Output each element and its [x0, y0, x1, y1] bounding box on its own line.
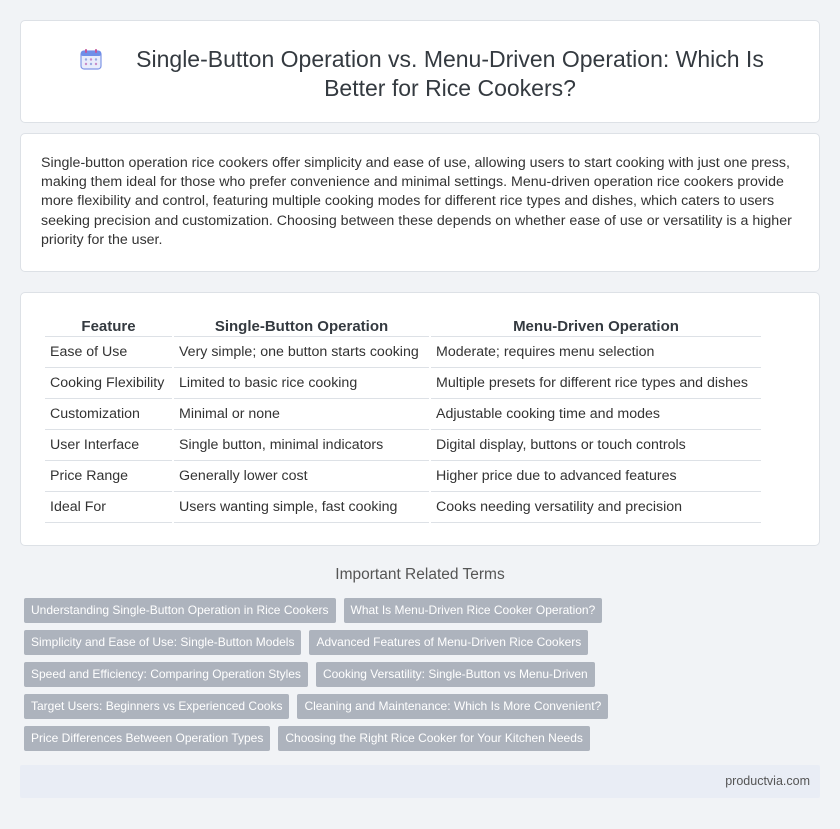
tag-row	[24, 662, 824, 687]
tag-row	[24, 630, 824, 655]
related-term-link[interactable]: Simplicity and Ease of Use: Single-Button Models	[24, 630, 301, 655]
table-row	[45, 492, 761, 523]
column-header-feature: Feature	[45, 315, 172, 337]
related-term-link[interactable]: Target Users: Beginners vs Experienced Cooks	[24, 694, 289, 719]
page-title: Single-Button Operation vs. Menu-Driven Operation: Which Is Better for Rice Cookers?	[136, 46, 764, 101]
related-terms-heading: Important Related Terms	[335, 566, 505, 583]
table-cell: User Interface	[45, 430, 172, 461]
intro-card	[20, 133, 820, 272]
column-header-single-button: Single-Button Operation	[174, 315, 429, 337]
comparison-table-card	[20, 292, 820, 546]
table-header-row	[45, 315, 761, 337]
title-card	[20, 20, 820, 123]
related-term-link[interactable]: Cleaning and Maintenance: Which Is More Convenient?	[297, 694, 608, 719]
table-cell: Ideal For	[45, 492, 172, 523]
table-row	[45, 399, 761, 430]
site-name: productvia.com	[725, 774, 810, 788]
table-row	[45, 430, 761, 461]
related-term-link[interactable]: Speed and Efficiency: Comparing Operation Styles	[24, 662, 308, 687]
table-cell: Generally lower cost	[174, 461, 429, 492]
column-header-menu-driven: Menu-Driven Operation	[431, 315, 761, 337]
table-cell: Cooking Flexibility	[45, 368, 172, 399]
table-cell: Very simple; one button starts cooking	[174, 337, 429, 368]
related-term-link[interactable]: Price Differences Between Operation Types	[24, 726, 270, 751]
tag-row	[24, 694, 824, 719]
table-cell: Customization	[45, 399, 172, 430]
table-cell: Price Range	[45, 461, 172, 492]
related-term-link[interactable]: What Is Menu-Driven Rice Cooker Operation?	[344, 598, 603, 623]
related-term-link[interactable]: Choosing the Right Rice Cooker for Your Kitchen Needs	[278, 726, 590, 751]
table-cell: Cooks needing versatility and precision	[431, 492, 761, 523]
table-cell: Minimal or none	[174, 399, 429, 430]
related-term-link[interactable]: Cooking Versatility: Single-Button vs Menu-Driven	[316, 662, 595, 687]
table-row	[45, 368, 761, 399]
intro-paragraph: Single-button operation rice cookers offer simplicity and ease of use, allowing users to start cooking with just one press, making them ideal for those who prefer convenience and minimal settings. Menu-driven operation rice cookers provide more flexibility and control, featuring multiple cooking modes for different rice types and dishes, which caters to users seeking precision and customization. Choosing between these depends on whether ease of use or versatility is a higher priority for the user.	[41, 155, 792, 248]
tag-row	[24, 726, 824, 751]
footer	[20, 765, 820, 798]
related-term-link[interactable]: Understanding Single-Button Operation in Rice Cookers	[24, 598, 336, 623]
table-cell: Adjustable cooking time and modes	[431, 399, 761, 430]
tag-row	[24, 598, 824, 623]
table-cell: Multiple presets for different rice types and dishes	[431, 368, 761, 399]
table-row	[45, 461, 761, 492]
table-row	[45, 337, 761, 368]
table-cell: Moderate; requires menu selection	[431, 337, 761, 368]
comparison-table	[43, 315, 763, 523]
table-cell: Limited to basic rice cooking	[174, 368, 429, 399]
related-term-link[interactable]: Advanced Features of Menu-Driven Rice Cookers	[309, 630, 588, 655]
table-cell: Digital display, buttons or touch controls	[431, 430, 761, 461]
table-cell: Single button, minimal indicators	[174, 430, 429, 461]
table-cell: Higher price due to advanced features	[431, 461, 761, 492]
related-terms-list	[24, 598, 824, 758]
table-cell: Ease of Use	[45, 337, 172, 368]
table-cell: Users wanting simple, fast cooking	[174, 492, 429, 523]
